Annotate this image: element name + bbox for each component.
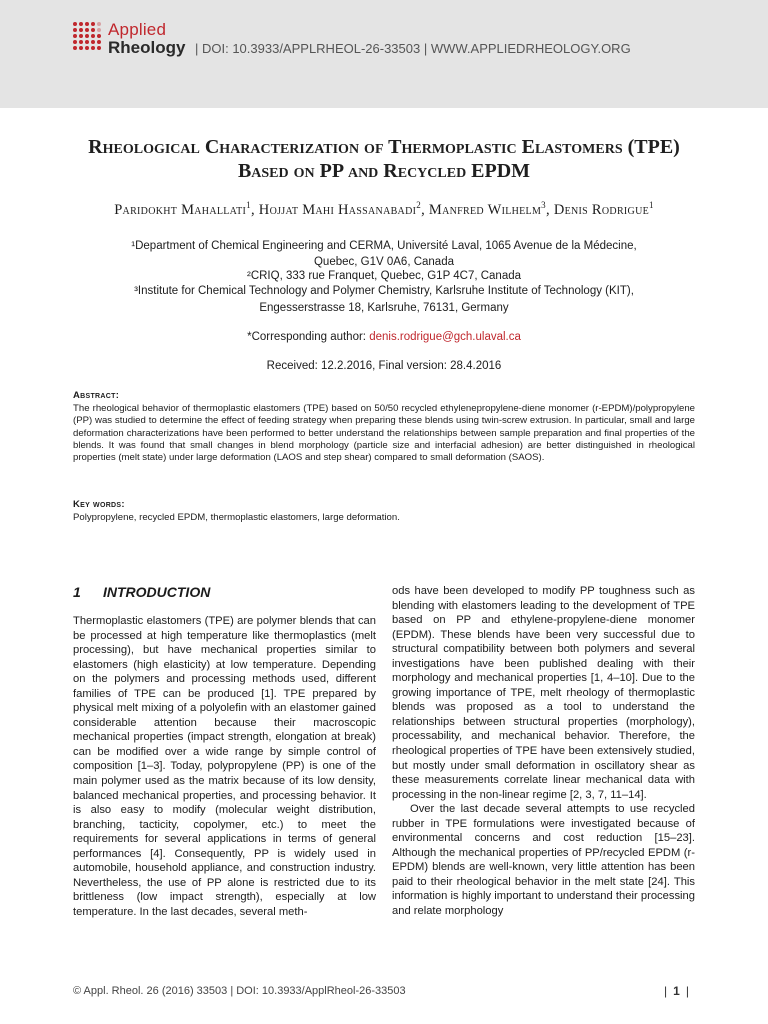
author-affiliation-marker: 1 xyxy=(246,200,251,210)
journal-header xyxy=(0,0,768,108)
author-name: Hojjat Mahi Hassanabadi xyxy=(258,201,417,218)
logo-dot xyxy=(79,28,83,32)
corresponding-author-label: *Corresponding author: xyxy=(247,331,370,343)
body-column-right xyxy=(392,584,695,919)
header-doi-and-website[interactable]: | DOI: 10.3933/APPLRHEOL-26-33503 | WWW.APPLIEDRHEOLOGY.ORG xyxy=(195,41,631,56)
body-column-left xyxy=(73,614,376,919)
paper-title-line-2: Based on PP and Recycled EPDM xyxy=(237,160,531,182)
author-list: Paridokht Mahallati$^1$, Hojjat Mahi Hassanabadi$^2$, Manfred Wilhelm$^3$, Denis Rodrigue$^1$ xyxy=(114,200,654,218)
author-affiliation-marker: 2 xyxy=(416,200,422,210)
affiliation-line: ³Institute for Chemical Technology and Polymer Chemistry, Karlsruhe Institute of Technology (KIT), xyxy=(134,285,634,297)
logo-dot xyxy=(85,40,89,44)
logo-dot xyxy=(97,46,101,50)
corresponding-author xyxy=(60,331,708,343)
logo-dot xyxy=(79,22,83,26)
logo-dot xyxy=(91,22,95,26)
logo-dot xyxy=(91,40,95,44)
logo-dot xyxy=(97,34,101,38)
author-name: Manfred Wilhelm xyxy=(428,201,542,218)
keywords-text: Polypropylene, recycled EPDM, thermoplastic elastomers, large deformation. xyxy=(73,512,400,523)
section-title: INTRODUCTION xyxy=(103,584,211,600)
footer-separator: | xyxy=(664,984,668,998)
logo-dot xyxy=(79,40,83,44)
logo-dot xyxy=(73,40,77,44)
logo-dot xyxy=(73,28,77,32)
footer-page-number xyxy=(664,984,689,998)
page-number: 1 xyxy=(673,984,680,998)
abstract-text: The rheological behavior of thermoplastic elastomers (TPE) based on 50/50 recycled ethylenepropylene-diene monomer (r-EPDM)/polypropylene (PP) was studied to determine the effect of feeding strategy when preparing these blends using twin-screw extrusion. In particular, small and large deformation characterizations have been performed to better understand the relationships between sample preparation and final properties of the blends. It was found that small changes in blend morphology (particle size and interfacial adhesion) are better distinguished in rheological properties (melt state) under large deformation (LAOS and step shear) compared to small deformation (SAOS). xyxy=(73,403,695,464)
author-name: Denis Rodrigue xyxy=(553,201,649,218)
paper-title-line-1: Rheological Characterization of Thermoplastic Elastomers (TPE) xyxy=(88,136,680,158)
section-heading xyxy=(73,584,210,600)
journal-brand-applied: Applied xyxy=(108,20,167,39)
logo-dot xyxy=(73,34,77,38)
affiliation-line: ²CRIQ, 333 rue Franquet, Quebec, G1P 4C7, Canada xyxy=(246,270,522,282)
logo-dot xyxy=(85,28,89,32)
author-affiliation-marker: 1 xyxy=(649,200,654,210)
section-number: 1 xyxy=(73,584,81,600)
logo-dot xyxy=(79,34,83,38)
keywords-heading: Key words: xyxy=(73,499,125,510)
received-dates: Received: 12.2.2016, Final version: 28.4.2016 xyxy=(266,360,502,372)
affiliation-line: ¹Department of Chemical Engineering and CERMA, Université Laval, 1065 Avenue de la Médecine, xyxy=(131,240,637,252)
logo-dot xyxy=(79,46,83,50)
affiliation-line: Engesserstrasse 18, Karlsruhe, 76131, Germany xyxy=(259,302,509,314)
logo-dot xyxy=(91,46,95,50)
journal-brand-rheology: Rheology xyxy=(108,38,186,57)
body-paragraph: ods have been developed to modify PP toughness such as blending with elastomers leading to the development of TPE based on PP and ethylene-propylene-diene monomer (EPDM). These blends have been very successful due to structural compatibility between both polymers and several investigations have been published dealing with their morphology and mechanical properties [1, 4–10]. Due to the growing importance of TPE, melt rheology of thermoplastic blends was proposed as a tool to understand the relationships between structural properties (morphology), processability, and mechanical behavior. Therefore, the rheological properties of TPE have been extensively studied, but mostly under small deformation in oscillatory shear as these measurements correlate linear mechanical data with processing in the non-linear regime [2, 3, 7, 11–14]. xyxy=(392,585,695,801)
logo-dot xyxy=(85,46,89,50)
body-paragraph: Over the last decade several attempts to use recycled rubber in TPE formulations were investigated because of environmental concerns and cost reduction [15–23]. Although the mechanical properties of PP/recycled EPDM (r-EPDM) blends are well-known, very little attention has been paid to their rheological behavior in the melt state [24]. This information is highly important to understand their processing and relate morphology xyxy=(392,803,695,918)
logo-dot xyxy=(91,28,95,32)
logo-dot xyxy=(73,46,77,50)
author-name: Paridokht Mahallati xyxy=(114,201,247,218)
author-affiliation-marker: 3 xyxy=(541,200,546,210)
footer-separator: | xyxy=(685,984,689,998)
journal-logo-icon xyxy=(73,22,103,52)
abstract-heading: Abstract: xyxy=(73,390,120,401)
affiliation-line: Quebec, G1V 0A6, Canada xyxy=(313,256,454,268)
logo-dot xyxy=(85,22,89,26)
logo-dot xyxy=(85,34,89,38)
corresponding-author-email-link[interactable]: denis.rodrigue@gch.ulaval.ca xyxy=(369,331,521,343)
body-paragraph: Thermoplastic elastomers (TPE) are polymer blends that can be processed at high temperature like thermoplastics (melt processing), but have mechanical properties similar to elastomers (high elasticity) at low temperature. Depending on the polymers and processing methods used, different families of TPE can be produced [1]. TPE prepared by physical melt mixing of a polyolefin with an elastomer gained considerable attention because their macroscopic mechanical properties (impact strength, elongation at break) can be modified over a wide range by simple control of composition [1–3]. Today, polypropylene (PP) is one of the main polymer used as the matrix because of its low density, balanced mechanical properties, and processing behavior. It is also easy to modify (molecular weight distribution, branching, tacticity, copolymer, etc.) to meet the requirements for several applications in terms of general performances [4]. Consequently, PP is widely used in automobile, household appliance, and construction industry. Nevertheless, the use of PP alone is restricted due to its brittleness (low impact strength), especially at low temperature. In the last decades, several meth- xyxy=(73,615,376,918)
logo-dot xyxy=(97,28,101,32)
logo-dot xyxy=(91,34,95,38)
footer-citation: © Appl. Rheol. 26 (2016) 33503 | DOI: 10.3933/ApplRheol-26-33503 xyxy=(73,985,406,997)
logo-dot xyxy=(97,40,101,44)
logo-dot xyxy=(73,22,77,26)
logo-dot xyxy=(97,22,101,26)
